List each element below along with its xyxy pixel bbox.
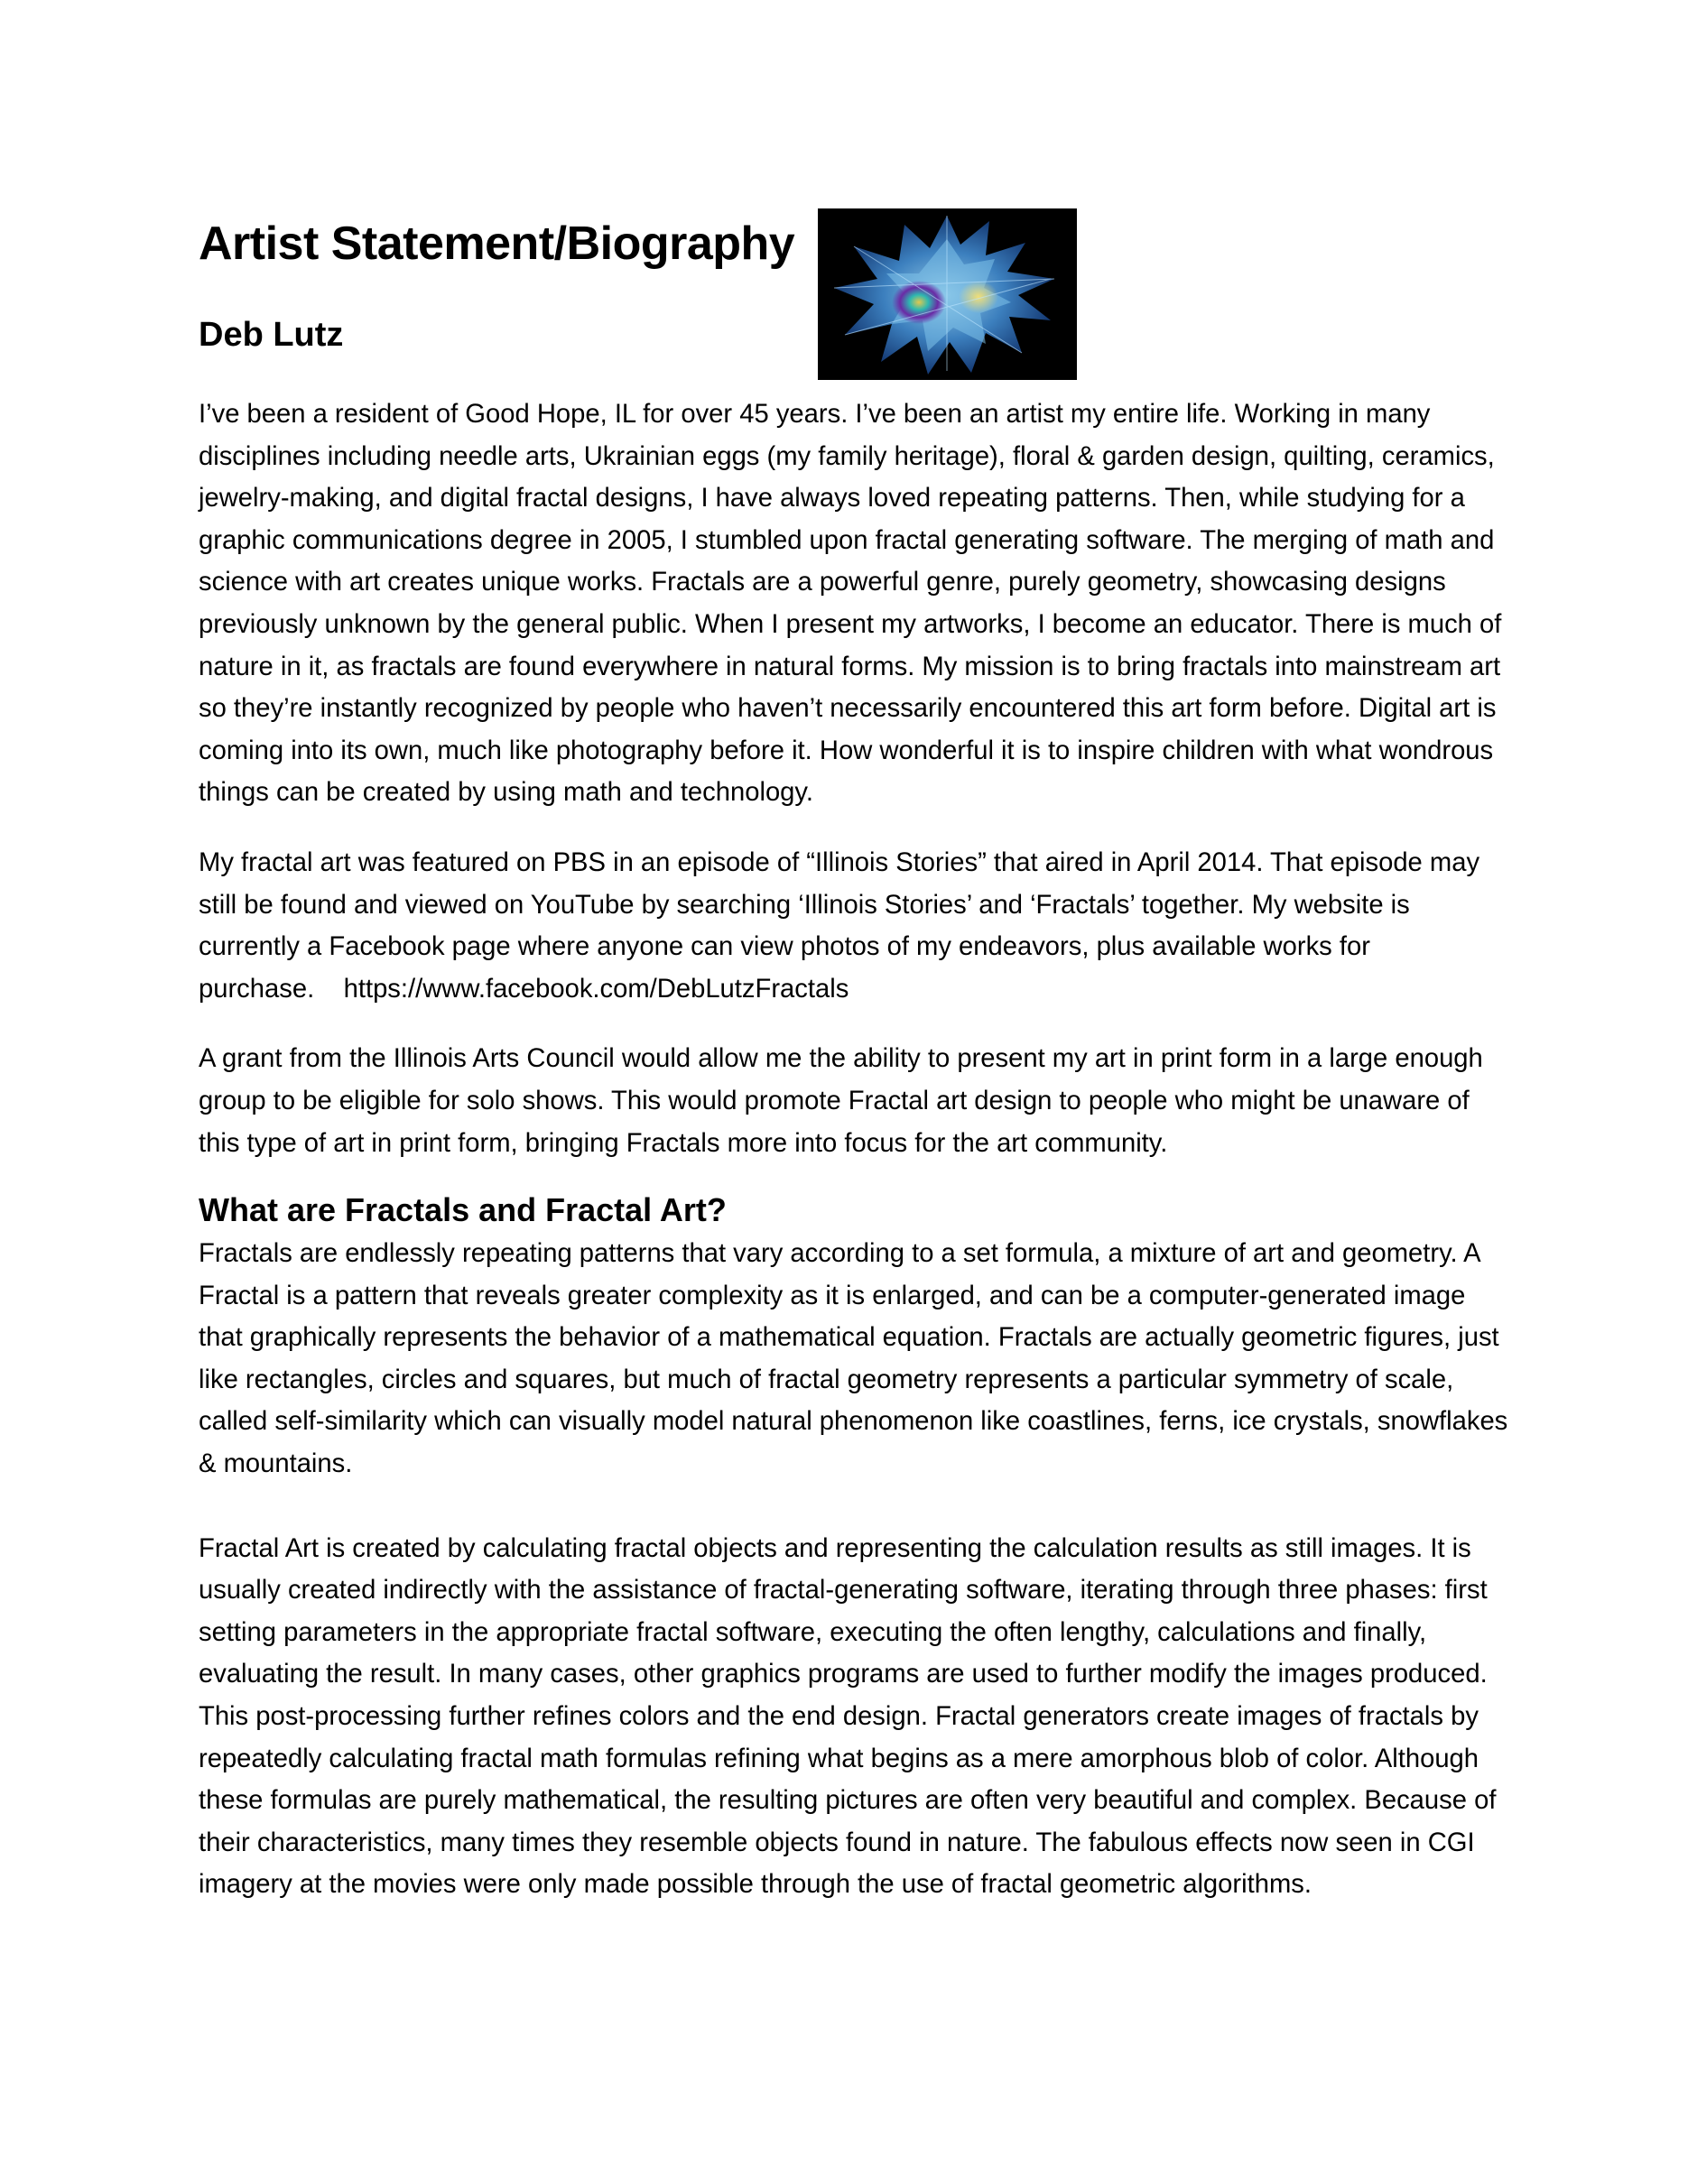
fractals-paragraph-1: Fractals are endlessly repeating patterns that vary according to a set formula, a mixture of art and geometry. A Fractal is a pattern that reveals greater complexity as it is enlarged, and can be a computer-generated image that graphically represents the behavior of a mathematical equation. Fractals are actually geometric figures, just like rectangles, circles and squares, but much of fractal geometry represents a particular symmetry of scale, called self-similarity which can visually model natural phenomenon like coastlines, ferns, ice crystals, snowflakes & mountains. bbox=[199, 1239, 1508, 1479]
fractals-paragraph-2: Fractal Art is created by calculating fractal objects and representing the calculation results as still images. It is usually created indirectly with the assistance of fractal-generating software, iterating through three phases: first setting parameters in the appropriate fractal software, executing the often lengthy, calculations and finally, evaluating the result. In many cases, other graphics programs are used to further modify the images produced. This post-processing further refines colors and the end design. Fractal generators create images of fractals by repeatedly calculating fractal math formulas refining what begins as a mere amorphous blob of color. Although these formulas are purely mathematical, the resulting pictures are often very beautiful and complex. Because of their characteristics, many times they resemble objects found in nature. The fabulous effects now seen in CGI imagery at the movies were only made possible through the use of fractal geometric algorithms. bbox=[199, 1533, 1497, 1900]
bio-paragraph-2 bbox=[199, 842, 1512, 1010]
section-heading: What are Fractals and Fractal Art? bbox=[199, 1191, 727, 1229]
document-body bbox=[199, 393, 1512, 1906]
fractal-artwork-graphic bbox=[818, 208, 1077, 380]
facebook-link: https://www.facebook.com/DebLutzFractals bbox=[343, 974, 849, 1004]
bio-paragraph-2-text: My fractal art was featured on PBS in an episode of “Illinois Stories” that aired in April 2014. That episode may still be found and viewed on YouTube by searching ‘Illinois Stories’ and ‘Fractals’ together. My website is currently a Facebook page where anyone can view photos of my endeavors, plus available works for purchase. bbox=[199, 847, 1480, 1004]
bio-paragraph-1: I’ve been a resident of Good Hope, IL for over 45 years. I’ve been an artist my entire life. Working in many disciplines including needle arts, Ukrainian eggs (my family heritage), floral & garden design, quilting, ceramics, jewelry-making, and digital fractal designs, I have always loved repeating patterns. Then, while studying for a graphic communications degree in 2005, I stumbled upon fractal generating software. The merging of math and science with art creates unique works. Fractals are a powerful genre, purely geometry, showcasing designs previously unknown by the general public. When I present my artworks, I become an educator. There is much of nature in it, as fractals are found everywhere in natural forms. My mission is to bring fractals into mainstream art so they’re instantly recognized by people who haven’t necessarily encountered this art form before. Digital art is coming into its own, much like photography before it. How wonderful it is to inspire children with what wondrous things can be created by using math and technology. bbox=[199, 400, 1502, 808]
fractal-artwork-image bbox=[818, 208, 1077, 380]
author-name: Deb Lutz bbox=[199, 316, 344, 354]
bio-paragraph-3: A grant from the Illinois Arts Council would allow me the ability to present my art in print form in a large enough group to be eligible for solo shows. This would promote Fractal art design to people who might be unaware of this type of art in print form, bringing Fractals more into focus for the art community. bbox=[199, 1044, 1483, 1158]
page-title: Artist Statement/Biography bbox=[199, 217, 795, 270]
